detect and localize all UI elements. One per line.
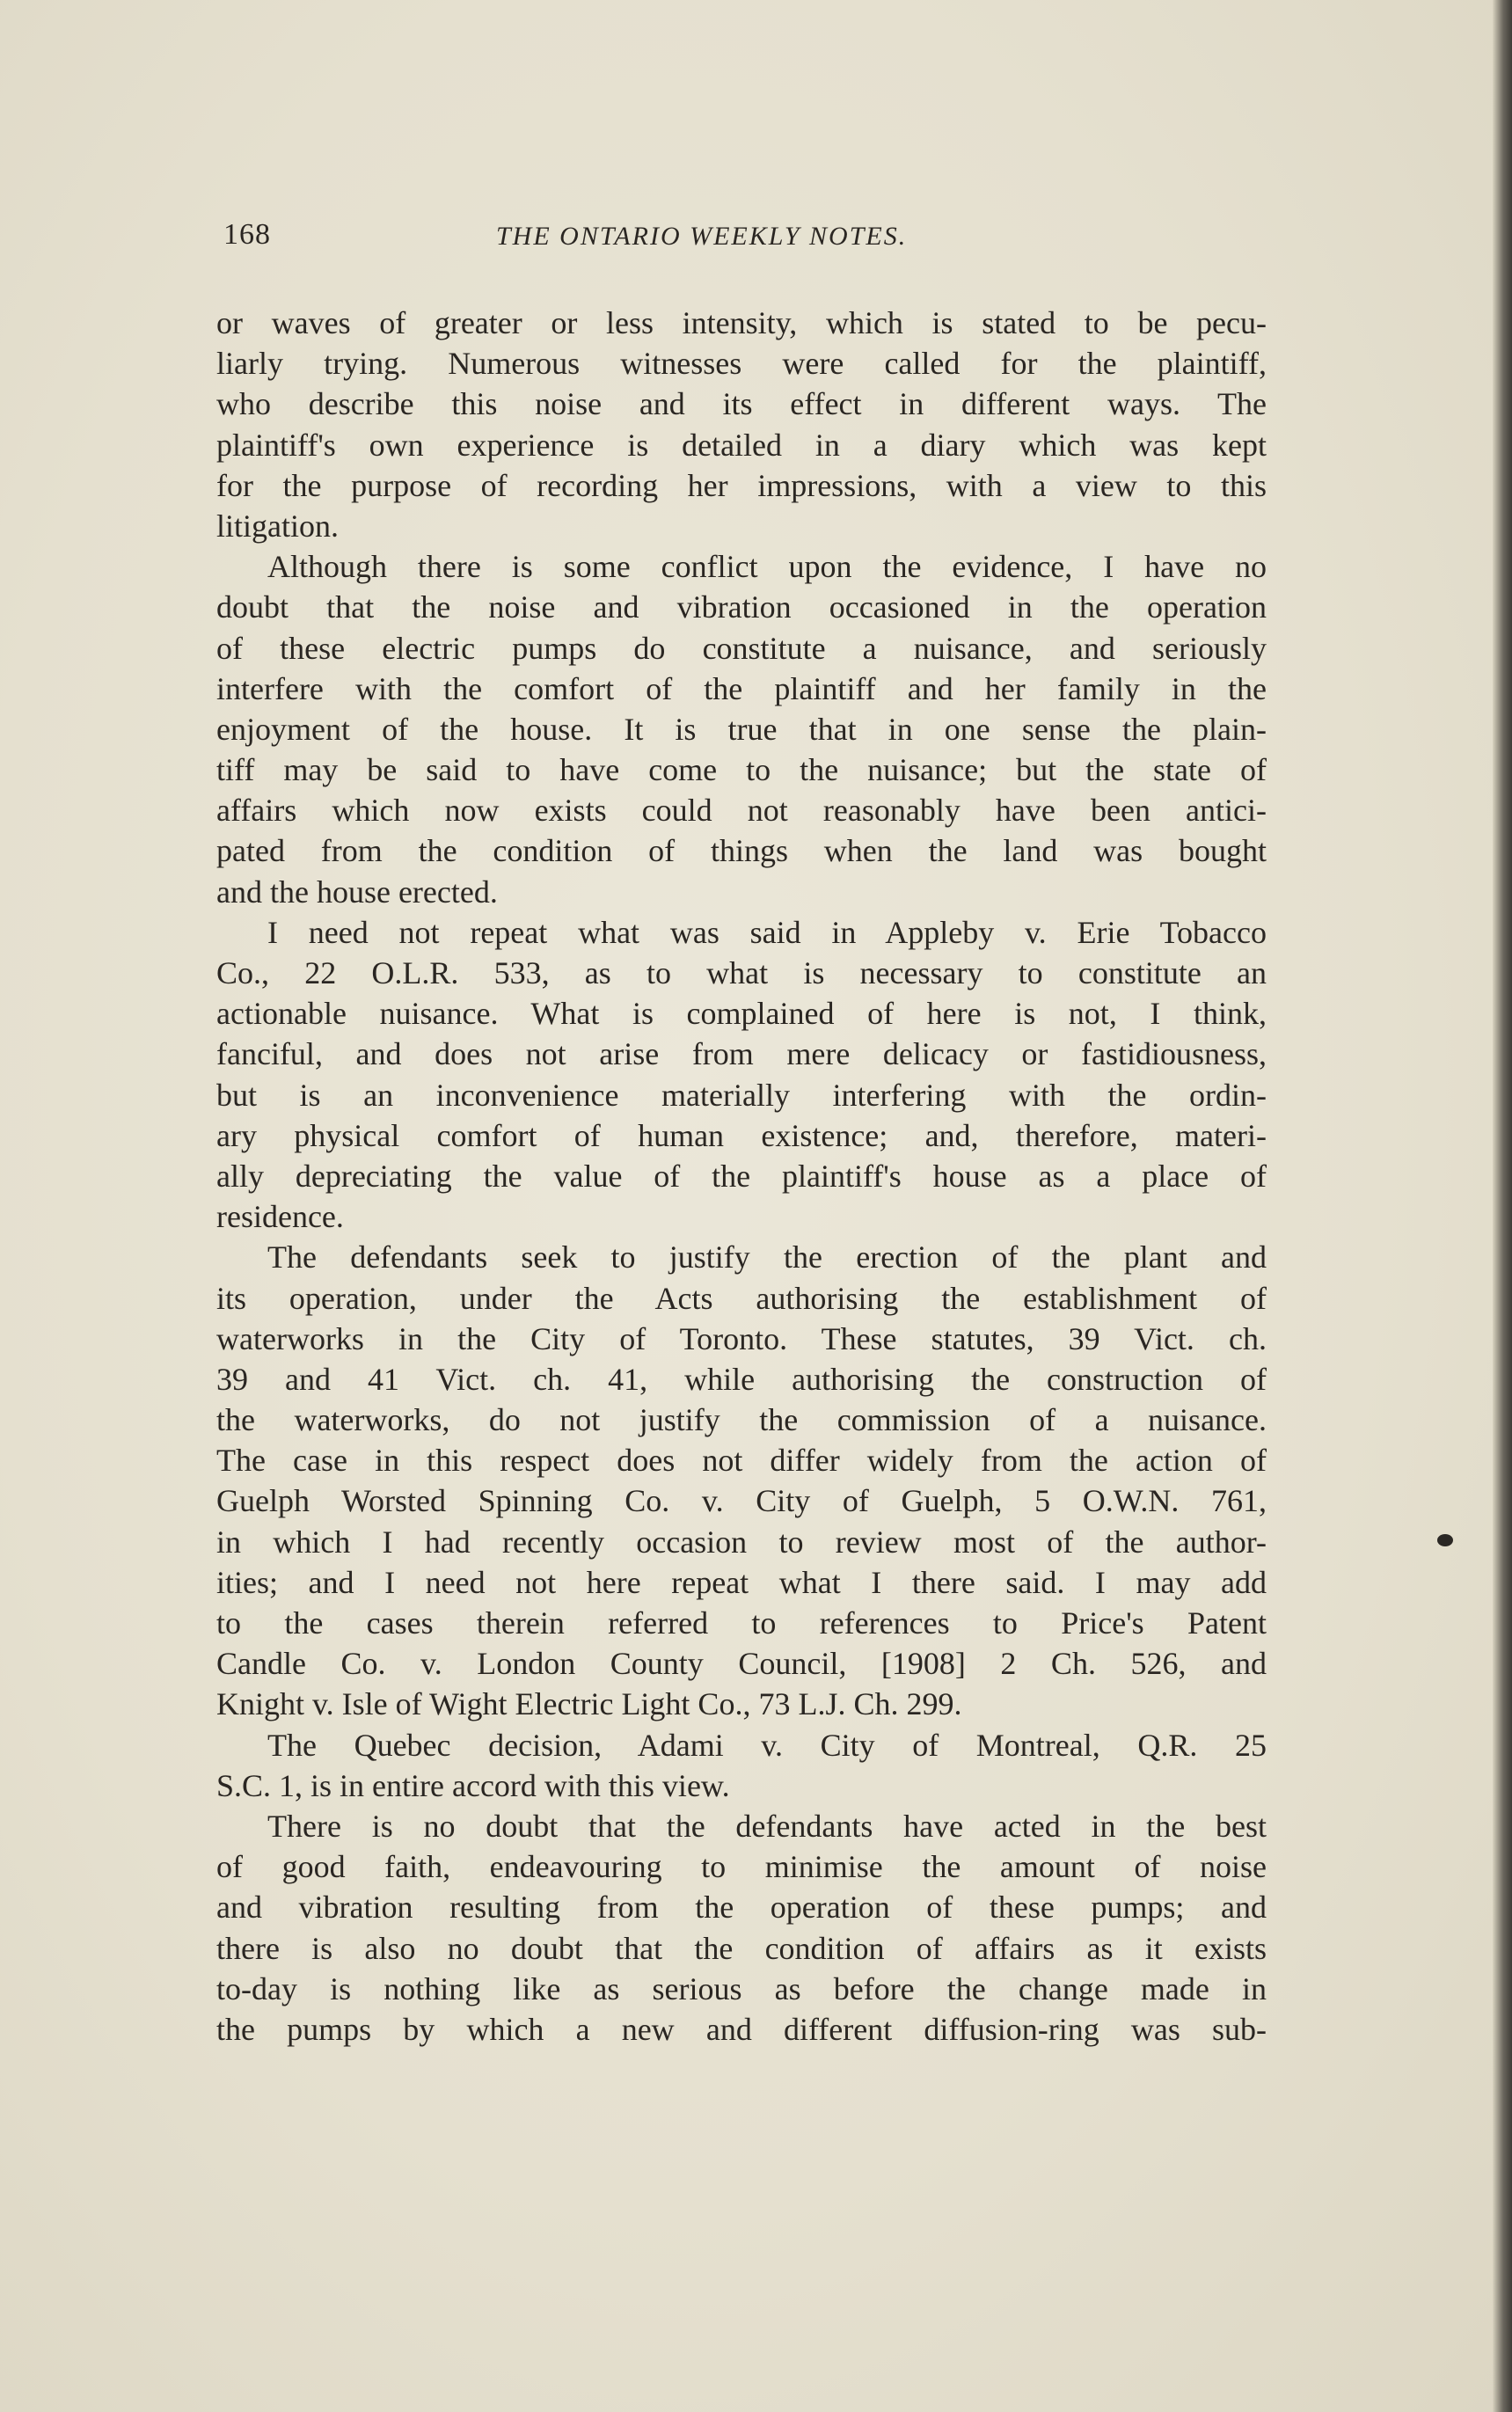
text-line: Knight v. Isle of Wight Electric Light Co., 73 L.J. Ch. 299.: [216, 1686, 962, 1722]
text-line: who describe this noise and its effect in different ways. The: [216, 386, 1267, 422]
text-line: S.C. 1, is in entire accord with this view.: [216, 1767, 730, 1803]
text-line: tiff may be said to have come to the nuisance; but the state of: [216, 752, 1267, 788]
running-head: THE ONTARIO WEEKLY NOTES.: [496, 222, 908, 251]
text-line: of good faith, endeavouring to minimise the amount of noise: [216, 1849, 1267, 1885]
text-line: 39 and 41 Vict. ch. 41, while authorising the construction of: [216, 1361, 1267, 1397]
text-line: enjoyment of the house. It is true that in one sense the plain-: [216, 711, 1267, 747]
text-line: interfere with the comfort of the plaintiff and her family in the: [216, 670, 1267, 706]
text-line: The defendants seek to justify the erection of the plant and: [267, 1239, 1267, 1275]
text-line: Guelph Worsted Spinning Co. v. City of Guelph, 5 O.W.N. 761,: [216, 1483, 1267, 1519]
text-line: waterworks in the City of Toronto. These statutes, 39 Vict. ch.: [216, 1320, 1267, 1356]
text-line: to-day is nothing like as serious as before the change made in: [216, 1970, 1267, 2006]
text-line: The Quebec decision, Adami v. City of Montreal, Q.R. 25: [267, 1727, 1267, 1763]
text-line: the pumps by which a new and different diffusion-ring was sub-: [216, 2011, 1267, 2047]
text-line: the waterworks, do not justify the commission of a nuisance.: [216, 1402, 1267, 1438]
body-text: [216, 303, 1267, 2050]
text-line: Although there is some conflict upon the evidence, I have no: [267, 549, 1267, 585]
page-number: 168: [223, 218, 271, 251]
text-line: and the house erected.: [216, 873, 498, 910]
text-line: affairs which now exists could not reasonably have been antici-: [216, 793, 1267, 829]
text-line: there is also no doubt that the condition of affairs as it exists: [216, 1930, 1267, 1966]
text-line: I need not repeat what was said in Appleby v. Erie Tobacco: [267, 914, 1267, 950]
text-line: its operation, under the Acts authorising the establishment of: [216, 1280, 1267, 1316]
text-line: residence.: [216, 1199, 344, 1235]
text-line: fanciful, and does not arise from mere delicacy or fastidiousness,: [216, 1036, 1267, 1072]
text-line: of these electric pumps do constitute a nuisance, and seriously: [216, 630, 1267, 666]
text-line: but is an inconvenience materially interfering with the ordin-: [216, 1077, 1267, 1113]
text-line: ally depreciating the value of the plaintiff's house as a place of: [216, 1158, 1267, 1194]
text-line: The case in this respect does not differ widely from the action of: [216, 1443, 1267, 1479]
text-line: and vibration resulting from the operation of these pumps; and: [216, 1889, 1267, 1926]
text-line: pated from the condition of things when the land was bought: [216, 833, 1267, 869]
text-line: for the purpose of recording her impressions, with a view to this: [216, 467, 1267, 503]
text-line: actionable nuisance. What is complained of here is not, I think,: [216, 996, 1267, 1032]
text-line: to the cases therein referred to references to Price's Patent: [216, 1605, 1267, 1641]
text-line: liarly trying. Numerous witnesses were called for the plaintiff,: [216, 346, 1267, 382]
text-line: Co., 22 O.L.R. 533, as to what is necessary to constitute an: [216, 955, 1267, 990]
text-line: plaintiff's own experience is detailed in a diary which was kept: [216, 427, 1267, 463]
text-line: There is no doubt that the defendants have acted in the best: [267, 1808, 1267, 1844]
text-line: in which I had recently occasion to review most of the author-: [216, 1524, 1267, 1560]
text-line: ary physical comfort of human existence; and, therefore, materi-: [216, 1117, 1267, 1153]
text-line: or waves of greater or less intensity, which is stated to be pecu-: [216, 305, 1267, 340]
margin-ink-mark: [1437, 1534, 1453, 1546]
binding-edge: [1493, 0, 1512, 2412]
page-header: [223, 218, 1267, 260]
text-line: Candle Co. v. London County Council, [1908] 2 Ch. 526, and: [216, 1646, 1267, 1682]
text-line: litigation.: [216, 508, 339, 544]
text-line: doubt that the noise and vibration occasioned in the operation: [216, 589, 1267, 625]
text-line: ities; and I need not here repeat what I there said. I may add: [216, 1564, 1267, 1600]
